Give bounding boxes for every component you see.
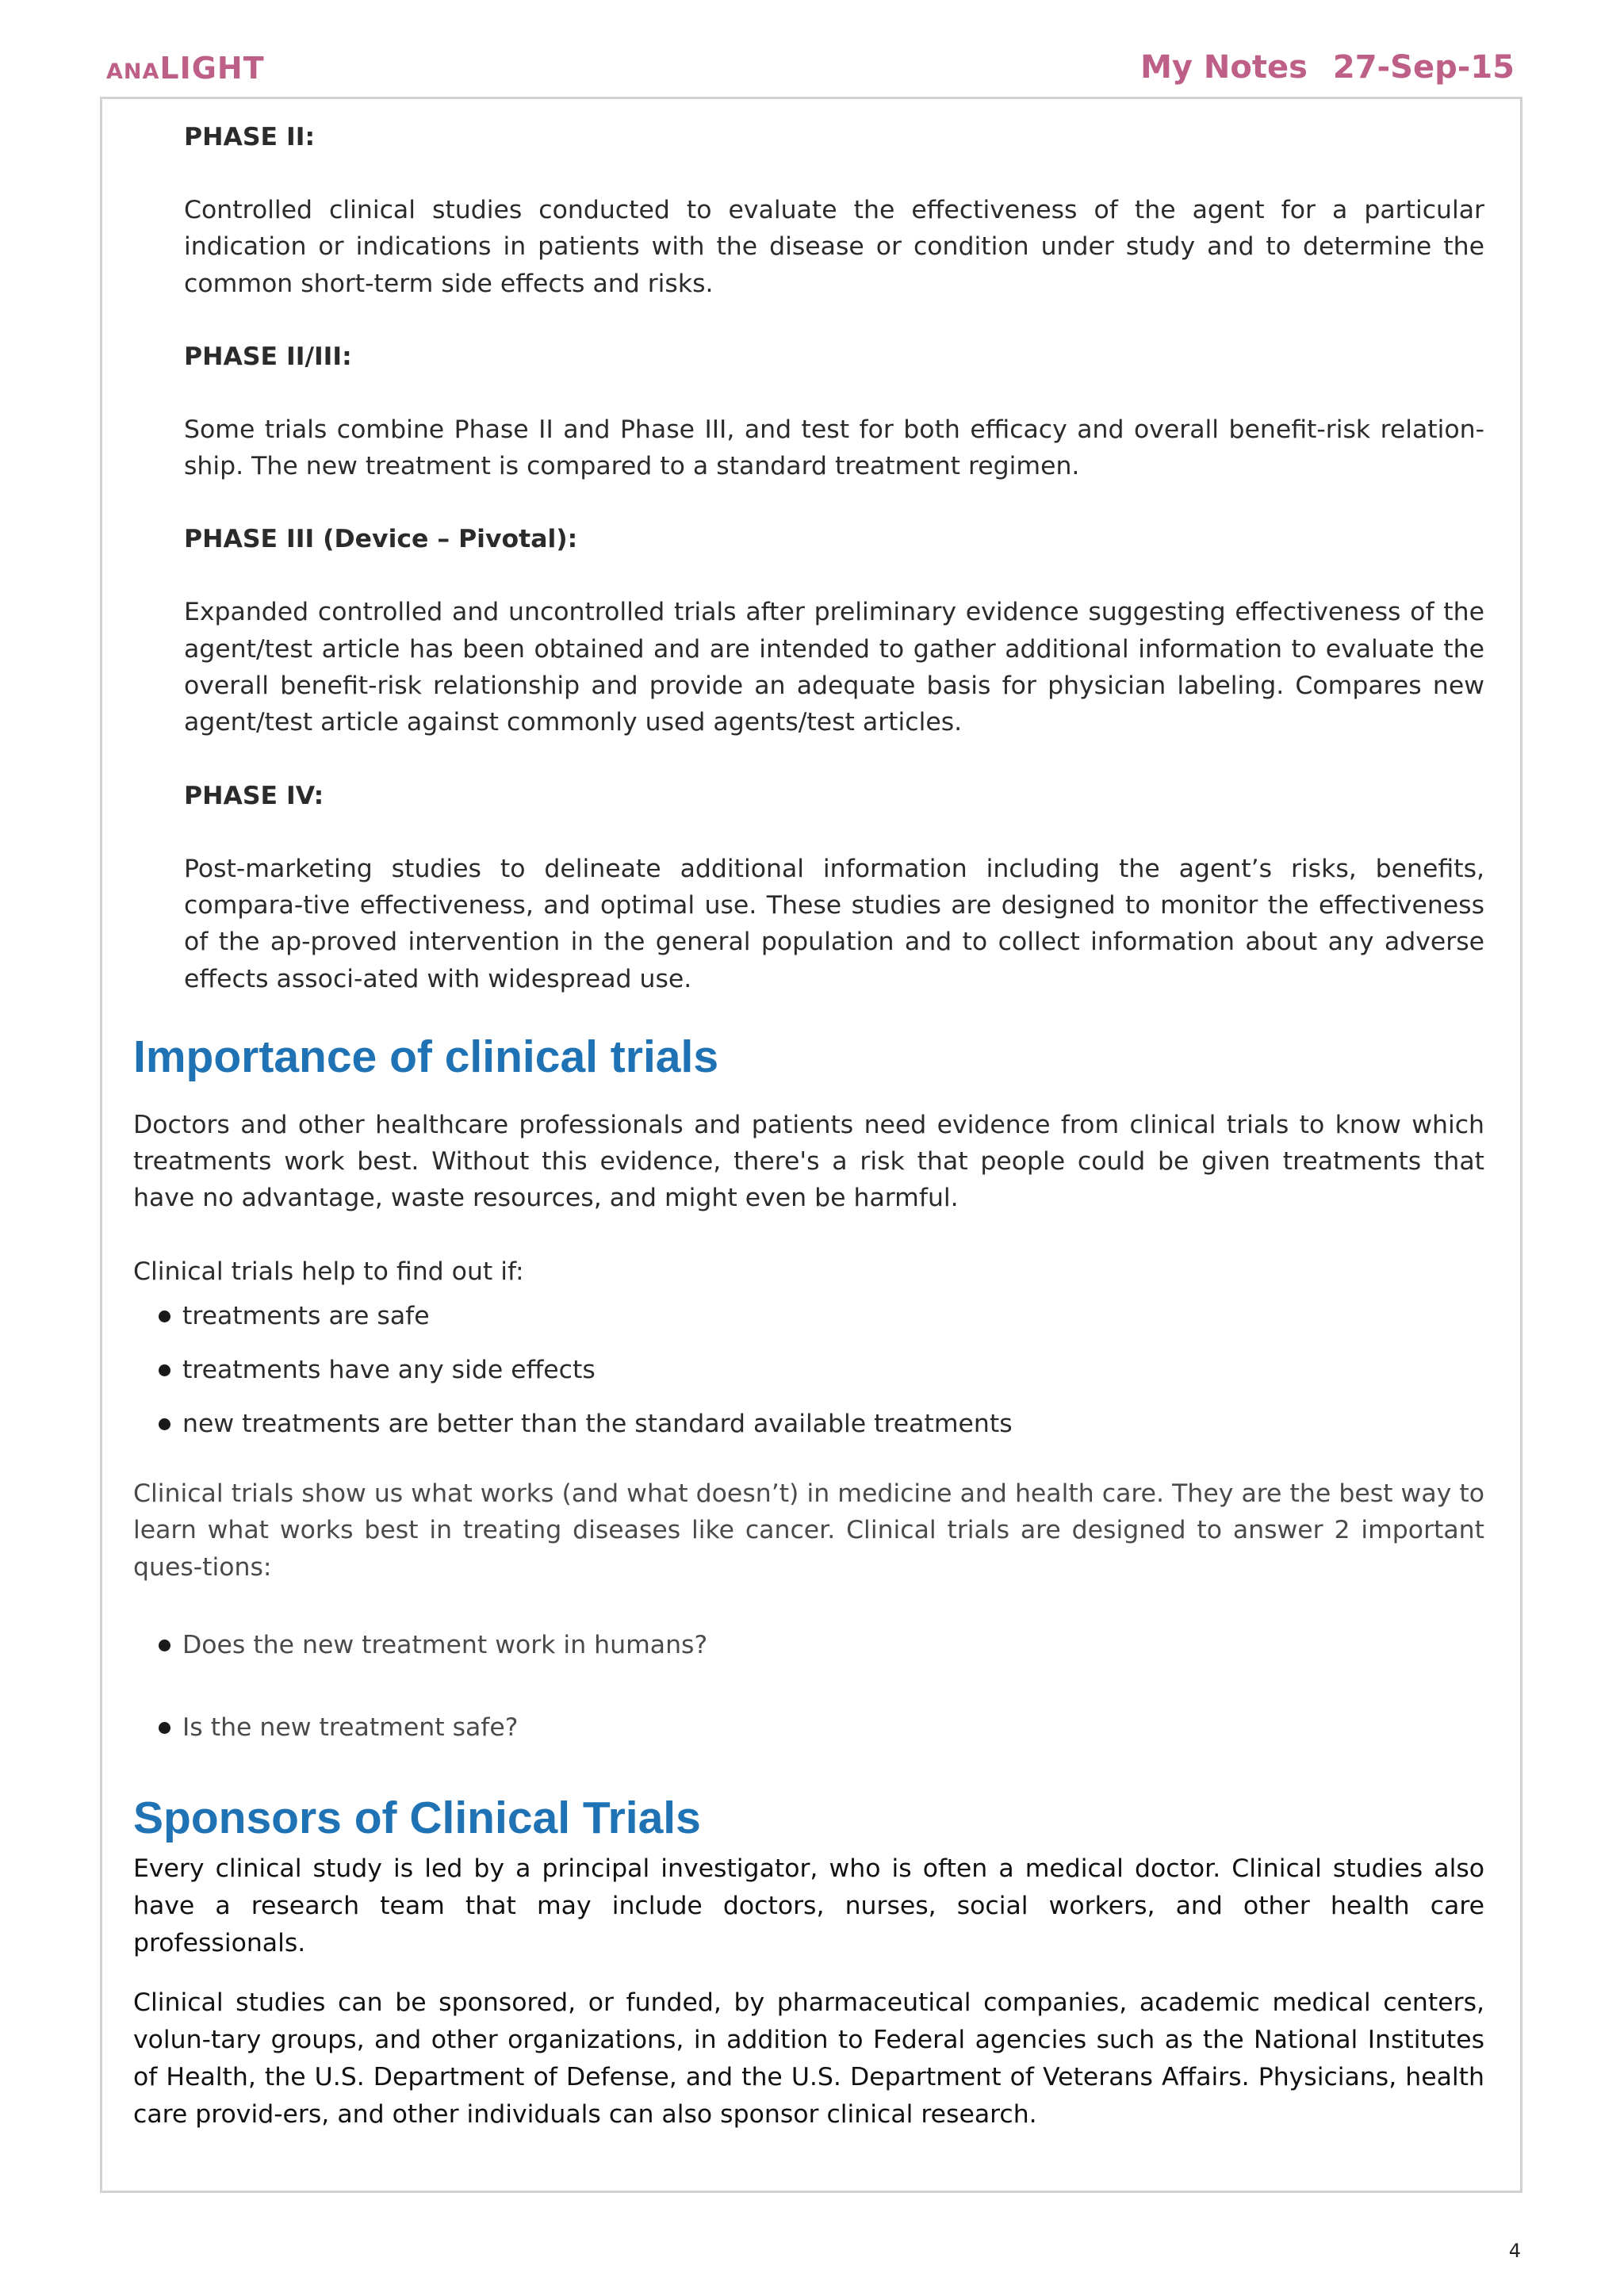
phase-description: Controlled clinical studies conducted to evaluate the effectiveness of the agent for a particular indication or indications in patients with the disease or condition under study and to determine the common short-term side effects and risks. (184, 196, 1484, 298)
phase-title: PHASE II: (184, 123, 316, 151)
header-notes-date (1140, 48, 1515, 87)
sponsors-paragraph: Clinical studies can be sponsored, or funded, by pharmaceutical companies, academic medical centers, volun-tary groups, and other organizations, in addition to Federal agencies such as the National Institutes of Health, the U.S. Department of Defense, and the U.S. Department of Veterans Affairs. Physicians, health care provid-ers, and other individuals can also sponsor clinical research. (133, 1988, 1484, 2129)
page-content (133, 119, 1484, 2133)
logo-prefix: ANA (106, 59, 160, 84)
sponsors-section (133, 1850, 1484, 2133)
bullet-icon (159, 1364, 170, 1376)
importance-heading: Importance of clinical trials (133, 1031, 719, 1082)
questions-list (133, 1627, 1484, 1763)
list-item-text: Is the new treatment safe? (182, 1712, 519, 1742)
phase-title: PHASE III (Device – Pivotal): (184, 525, 578, 554)
phase-description: Some trials combine Phase II and Phase III, and test for both efficacy and overall benefit-risk relation-ship. The new treatment is compared to a standard treatment regimen. (184, 415, 1484, 481)
list-item-text: treatments have any side effects (182, 1356, 596, 1385)
sponsors-heading: Sponsors of Clinical Trials (133, 1792, 701, 1843)
phases-section (133, 119, 1484, 997)
bullet-icon (159, 1640, 170, 1651)
list-item (133, 1352, 1484, 1406)
page-header (0, 0, 1624, 95)
page-number: 4 (1508, 2240, 1521, 2262)
bullet-icon (159, 1311, 170, 1322)
importance-intro: Doctors and other healthcare professionals and patients need evidence from clinical trials to know which treatments work best. Without this evidence, there's a risk that people could be given treatments that have no advantage, waste resources, and might even be harmful. (133, 1110, 1484, 1213)
phase-title: PHASE II/III: (184, 342, 352, 371)
list-item (133, 1298, 1484, 1352)
bullet-icon (159, 1418, 170, 1430)
list-item (133, 1627, 1484, 1709)
show-text: Clinical trials show us what works (and what doesn’t) in medicine and health care. They are the best way to learn what works best in treating diseases like cancer. Clinical trials are designed to answer 2 important ques-tions: (133, 1479, 1484, 1582)
phase-description: Expanded controlled and uncontrolled trials after preliminary evidence suggesting effectiveness of the agent/test article has been obtained and are intended to gather additional information to evaluate the overall benefit-risk relationship and provide an adequate basis for physician labeling. Compares new agent/test article against commonly used agents/test articles. (184, 598, 1484, 737)
phase-description: Post-marketing studies to delineate additional information including the agent’s risks, benefits, compara-tive effectiveness, and optimal use. These studies are designed to monitor the effectiveness of the ap-proved intervention in the general population and to collect information about any adverse effects associ-ated with widespread use. (184, 854, 1484, 993)
list-item-text: treatments are safe (182, 1302, 430, 1331)
help-list (133, 1298, 1484, 1460)
phase-title: PHASE IV: (184, 781, 324, 810)
list-item (133, 1709, 1484, 1763)
logo-suffix: LIGHT (159, 51, 265, 86)
header-date: 27-Sep-15 (1332, 49, 1515, 86)
list-item-text: new treatments are better than the standard available treatments (182, 1410, 1013, 1439)
list-item (133, 1406, 1484, 1460)
help-lead: Clinical trials help to find out if: (133, 1257, 524, 1286)
bullet-icon (159, 1722, 170, 1734)
list-item-text: Does the new treatment work in humans? (182, 1630, 708, 1659)
analight-logo (106, 51, 265, 92)
notes-label: My Notes (1140, 49, 1308, 86)
sponsors-paragraph: Every clinical study is led by a principal investigator, who is often a medical doctor. Clinical studies also have a research team that may include doctors, nurses, social workers, and other health care professionals. (133, 1854, 1484, 1957)
